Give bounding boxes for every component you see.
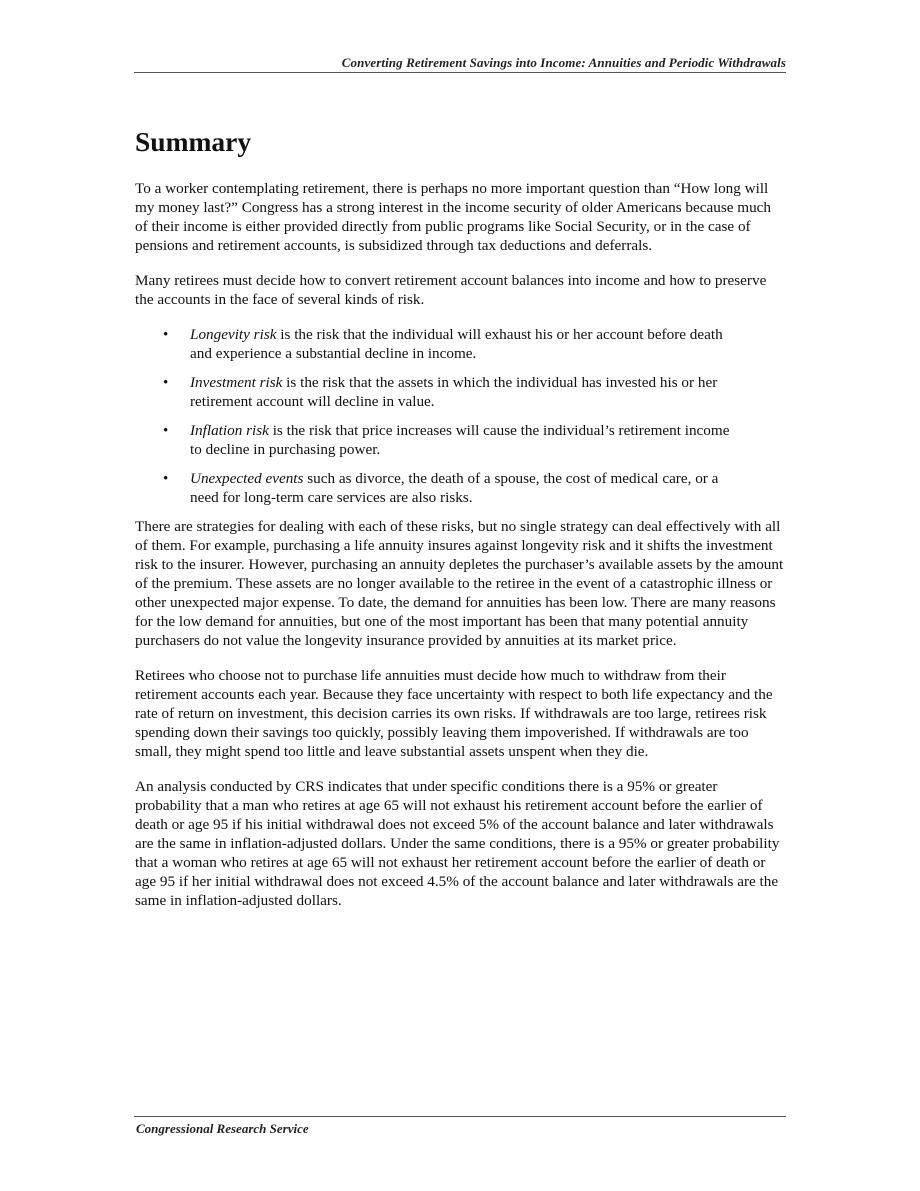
risk-description: is the risk that the assets in which the individual has invested his or her retirement account will decline in value. [190, 374, 718, 410]
header-divider [134, 72, 786, 73]
footer-divider [134, 1116, 786, 1117]
bullet-icon: • [163, 470, 169, 487]
risk-term: Investment risk [190, 374, 283, 391]
paragraph-strategies: There are strategies for dealing with each of these risks, but no single strategy can deal effectively with all of them. For example, purchasing a life annuity insures against longevity risk and it shifts the investment risk to the insurer. However, purchasing an annuity depletes the purchaser’s available assets by the amount of the premium. These assets are no longer available to the retiree in the event of a catastrophic illness or other unexpected major expense. To date, the demand for annuities has been low. There are many reasons for the low demand for annuities, but one of the most important has been that many potential annuity purchasers do not value the longevity insurance provided by annuities at its market price. [135, 518, 784, 649]
list-item [135, 325, 735, 363]
list-item [135, 373, 735, 411]
paragraph-risks-intro: Many retirees must decide how to convert retirement account balances into income and how to preserve the accounts in the face of several kinds of risk. [135, 272, 767, 308]
risk-list [135, 325, 785, 507]
list-item [135, 421, 735, 459]
risk-term: Longevity risk [190, 326, 277, 343]
paragraph-crs-analysis: An analysis conducted by CRS indicates that under specific conditions there is a 95% or greater probability that a man who retires at age 65 will not exhaust his retirement account before the earlier of death or age 95 if his initial withdrawal does not exceed 5% of the account balance and later withdrawals are the same in inflation-adjusted dollars. Under the same conditions, there is a 95% or greater probability that a woman who retires at age 65 will not exhaust her retirement account before the earlier of death or age 95 if her initial withdrawal does not exceed 4.5% of the account balance and later withdrawals are the same in inflation-adjusted dollars. [135, 778, 780, 909]
list-item [135, 469, 735, 507]
bullet-icon: • [163, 326, 169, 343]
risk-term: Inflation risk [190, 422, 269, 439]
footer-source: Congressional Research Service [136, 1121, 309, 1136]
running-header: Converting Retirement Savings into Income: Annuities and Periodic Withdrawals [341, 55, 786, 70]
summary-section [135, 124, 785, 926]
bullet-icon: • [163, 422, 169, 439]
risk-description: such as divorce, the death of a spouse, the cost of medical care, or a need for long-term care services are also risks. [190, 470, 719, 506]
risk-term: Unexpected events [190, 470, 304, 487]
risk-description: is the risk that the individual will exhaust his or her account before death and experience a substantial decline in income. [190, 326, 723, 362]
paragraph-withdrawals: Retirees who choose not to purchase life annuities must decide how much to withdraw from their retirement accounts each year. Because they face uncertainty with respect to both life expectancy and the rate of return on investment, this decision carries its own risks. If withdrawals are too large, retirees risk spending down their savings too quickly, possibly leaving them impoverished. If withdrawals are too small, they might spend too little and leave substantial assets unspent when they die. [135, 667, 773, 760]
bullet-icon: • [163, 374, 169, 391]
risk-description: is the risk that price increases will cause the individual’s retirement income to decline in purchasing power. [190, 422, 730, 458]
page-title: Summary [135, 126, 252, 157]
paragraph-intro: To a worker contemplating retirement, there is perhaps no more important question than “How long will my money last?” Congress has a strong interest in the income security of older Americans because much of their income is either provided directly from public programs like Social Security, or in the case of pensions and retirement accounts, is subsidized through tax deductions and deferrals. [135, 180, 772, 254]
